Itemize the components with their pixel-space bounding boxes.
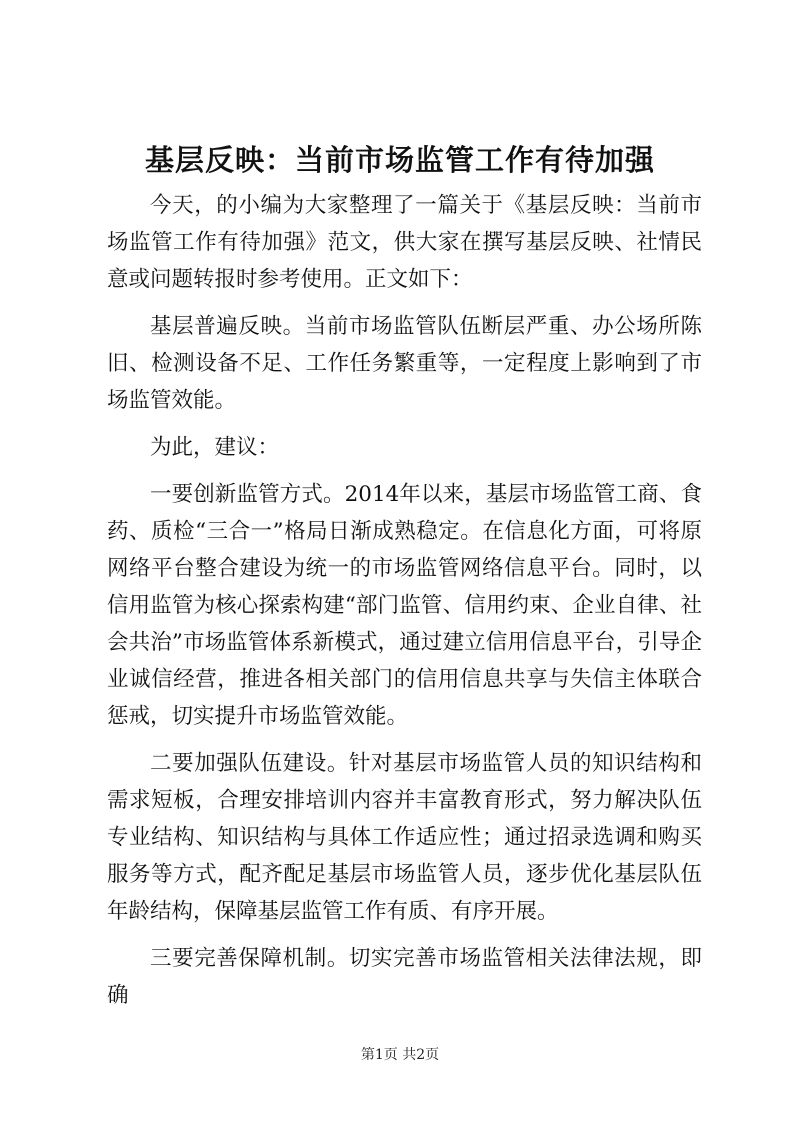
paragraph-suggestion-one: 一要创新监管方式。2014年以来，基层市场监管工商、食药、质检“三合一”格局日渐成熟稳定。在信息化方面，可将原网络平台整合建设为统一的市场监管网络信息平台。同时，以信用监管为核心探索构建“部门监管、信用约束、企业自律、社会共治”市场监管体系新模式，通过建立信用信息平台，引导企业诚信经营，推进各相关部门的信用信息共享与失信主体联合惩戒，切实提升市场监管效能。	[107, 482, 702, 729]
paragraph-suggestion-three: 三要完善保障机制。切实完善市场监管相关法律法规，即确	[107, 946, 702, 1008]
paragraph-suggestion-two: 二要加强队伍建设。针对基层市场监管人员的知识结构和需求短板，合理安排培训内容并丰富教育形式，努力解决队伍专业结构、知识结构与具体工作适应性；通过招录选调和购买服务等方式，配齐配足基层市场监管人员，逐步优化基层队伍年龄结构，保障基层监管工作有质、有序开展。	[107, 751, 702, 924]
document-title: 基层反映：当前市场监管工作有待加强	[144, 143, 655, 177]
page-footer: 第1页 共2页	[360, 1047, 440, 1063]
paragraph-suggestion-lead: 为此，建议：	[150, 435, 280, 460]
paragraph-intro: 今天，的小编为大家整理了一篇关于《基层反映：当前市场监管工作有待加强》范文，供大家在撰写基层反映、社情民意或问题转报时参考使用。正文如下：	[107, 193, 702, 292]
paragraph-feedback: 基层普遍反映。当前市场监管队伍断层严重、办公场所陈旧、检测设备不足、工作任务繁重等，一定程度上影响到了市场监管效能。	[107, 314, 702, 413]
document-body	[107, 187, 702, 1024]
